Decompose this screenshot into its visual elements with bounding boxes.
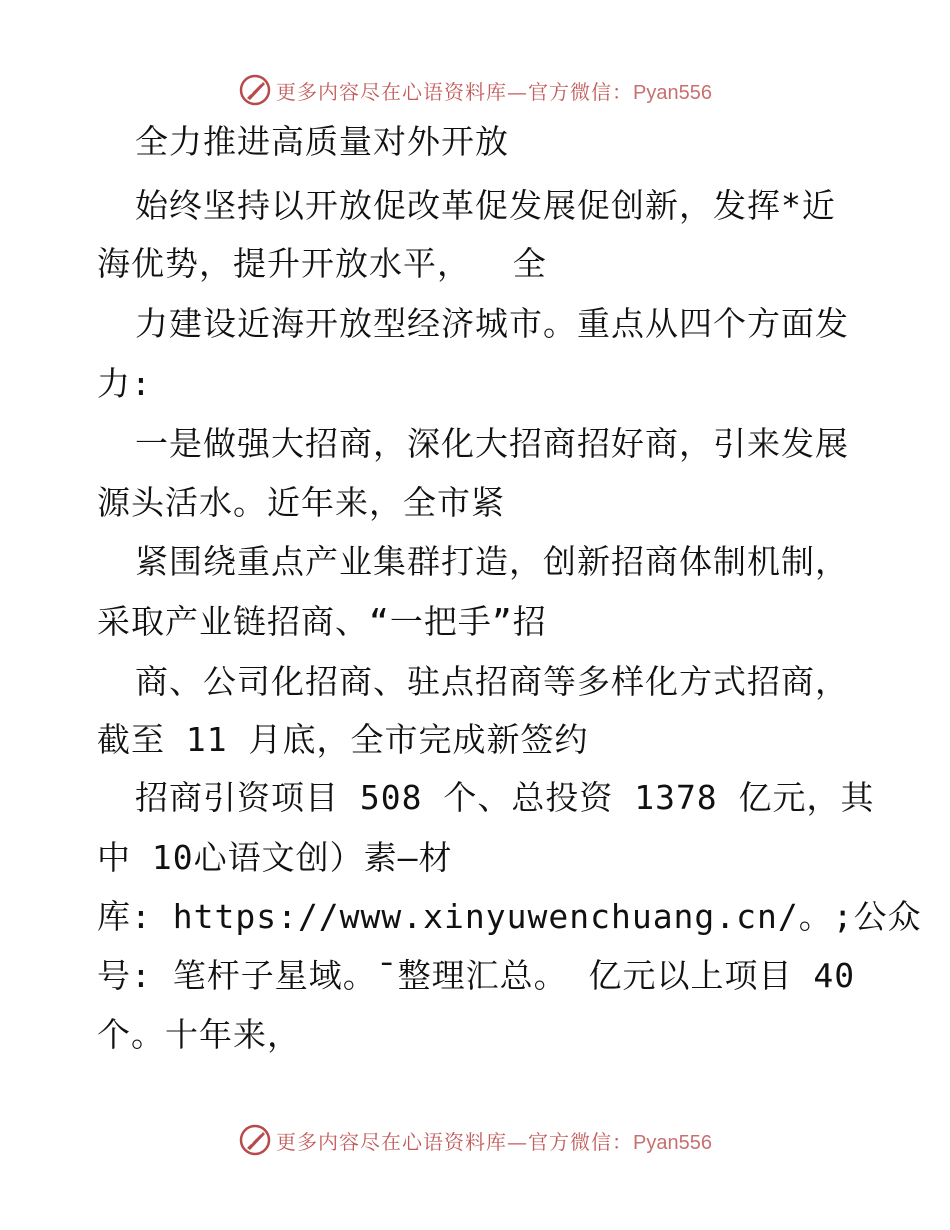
doc-line: 中 10心语文创）素—材	[97, 838, 453, 877]
footer-wechat-label: 官方微信：	[528, 1129, 634, 1154]
doc-line: 一是做强大招商，深化大招商招好商，引来发展	[135, 424, 849, 463]
doc-line: 商、公司化招商、驻点招商等多样化方式招商，	[135, 662, 849, 701]
doc-line: 全力推进高质量对外开放	[135, 122, 509, 161]
doc-line: 库: https://www.xinyuwenchuang.cn/。;公众	[97, 897, 922, 936]
footer-text	[276, 1126, 712, 1155]
footer-wechat-id: Pyan556	[633, 1131, 712, 1154]
quill-logo-icon	[238, 1123, 272, 1157]
doc-line: 海优势，提升开放水平， 全	[97, 244, 547, 283]
header-site-text: 更多内容尽在心语资料库	[276, 79, 508, 104]
quill-logo-icon	[238, 73, 272, 107]
doc-line: 力:	[97, 364, 152, 403]
header-text	[276, 76, 712, 105]
doc-line: 力建设近海开放型经济城市。重点从四个方面发	[135, 304, 849, 343]
doc-line: 截至 11 月底，全市完成新签约	[97, 720, 589, 759]
header-wechat-label: 官方微信：	[528, 79, 634, 104]
footer-watermark	[0, 1120, 950, 1160]
doc-line: 号: 笔杆子星域。¯整理汇总。 亿元以上项目 40	[97, 956, 856, 995]
doc-line: 源头活水。近年来，全市紧	[97, 483, 505, 522]
doc-line: 个。十年来，	[97, 1015, 301, 1054]
header-wechat-id: Pyan556	[633, 81, 712, 104]
doc-line: 采取产业链招商、“一把手”招	[97, 602, 547, 641]
footer-dash: —	[507, 1129, 529, 1154]
footer-site-text: 更多内容尽在心语资料库	[276, 1129, 508, 1154]
doc-line: 招商引资项目 508 个、总投资 1378 亿元，其	[135, 778, 875, 817]
header-dash: —	[507, 79, 529, 104]
doc-line: 始终坚持以开放促改革促发展促创新，发挥*近	[135, 186, 836, 225]
header-watermark	[0, 70, 950, 110]
doc-line: 紧围绕重点产业集群打造，创新招商体制机制，	[135, 542, 849, 581]
